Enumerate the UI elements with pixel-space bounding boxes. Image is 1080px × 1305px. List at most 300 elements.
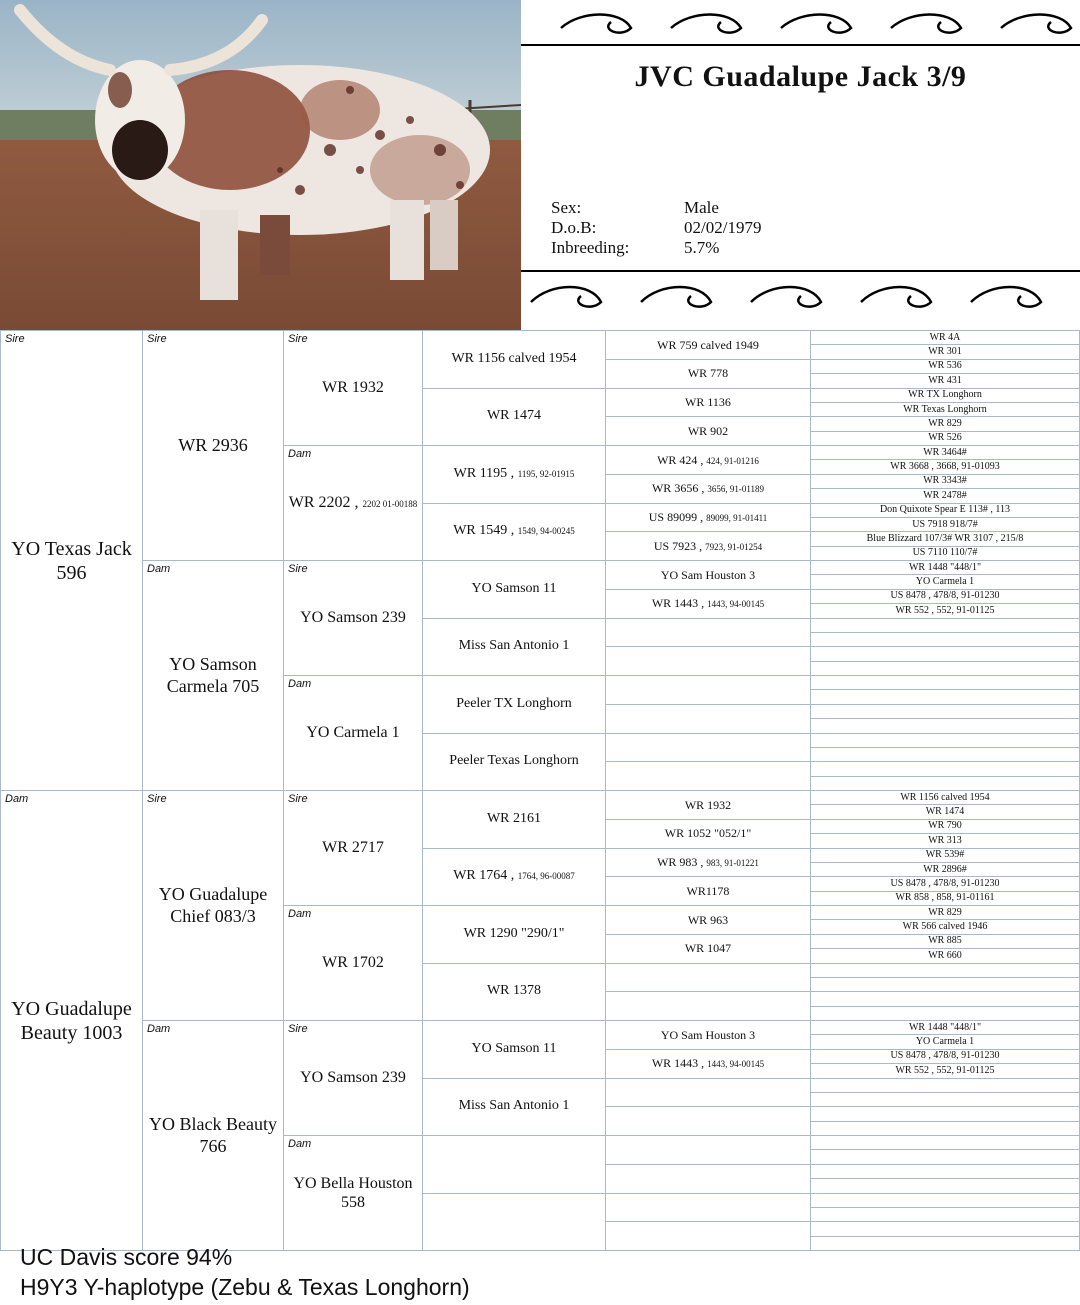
pedigree-cell-gen5 bbox=[606, 964, 811, 993]
ancestor-name-text: YO Texas Jack 596 bbox=[11, 537, 132, 584]
ancestor-name-text: WR 1448 "448/1" bbox=[908, 561, 982, 573]
ancestor-name bbox=[903, 404, 987, 416]
ancestor-name bbox=[487, 811, 541, 828]
pedigree-cell-gen3 bbox=[284, 676, 423, 791]
ancestor-name bbox=[453, 523, 575, 540]
pedigree-cell-gen6 bbox=[811, 547, 1080, 561]
ancestor-name-text: WR 313 bbox=[928, 834, 962, 846]
ancestor-name-text: WR 566 calved 1946 bbox=[902, 921, 988, 933]
pedigree-cell-gen5 bbox=[606, 992, 811, 1021]
pedigree-cell-gen4 bbox=[423, 906, 606, 964]
pedigree-cell-gen6 bbox=[811, 460, 1080, 474]
ancestor-name-text: WR 1047 bbox=[684, 941, 732, 956]
pedigree-cell-gen6 bbox=[811, 1165, 1080, 1179]
pedigree-cell-gen6 bbox=[811, 561, 1080, 575]
parent-role-label: Dam bbox=[5, 793, 29, 805]
ancestor-name-text: WR Texas Longhorn bbox=[903, 403, 987, 415]
pedigree-cell-gen5 bbox=[606, 877, 811, 906]
pedigree-cell-gen6 bbox=[811, 1035, 1080, 1049]
pedigree-cell-gen5 bbox=[606, 734, 811, 763]
ancestor-name-text: WR 1443 , bbox=[651, 596, 705, 611]
pedigree-cell-gen6 bbox=[811, 1222, 1080, 1236]
ancestor-name-text: WR 1156 calved 1954 bbox=[900, 791, 990, 803]
ancestor-name-text: WR 885 bbox=[928, 935, 962, 947]
pedigree-cell-gen6 bbox=[811, 475, 1080, 489]
pedigree-cell-gen4 bbox=[423, 734, 606, 792]
ancestor-name-text: Peeler Texas Longhorn bbox=[449, 753, 579, 769]
ancestor-name bbox=[895, 605, 994, 617]
ancestor-name bbox=[451, 351, 576, 368]
ancestor-name-text: WR TX Longhorn bbox=[908, 389, 982, 401]
pedigree-cell-gen6 bbox=[811, 1136, 1080, 1150]
ancestor-name-text: WR 552 , 552, 91-01125 bbox=[895, 604, 995, 616]
ancestor-name bbox=[306, 723, 399, 742]
registration-number: 1195, 92-01915 bbox=[517, 468, 575, 479]
ancestor-name-text: WR 3343# bbox=[923, 475, 967, 487]
ancestor-name-text: WR 3668 , 3668, 91-01093 bbox=[890, 461, 1000, 473]
pedigree-cell-gen6 bbox=[811, 417, 1080, 431]
ancestor-name-text: US 7923 , bbox=[653, 538, 703, 553]
pedigree-cell-gen6 bbox=[811, 1050, 1080, 1064]
ancestor-name-text: WR 858 , 858, 91-01161 bbox=[895, 892, 995, 904]
ancestor-name bbox=[909, 562, 981, 574]
pedigree-cell-gen5 bbox=[606, 906, 811, 935]
ancestor-name bbox=[471, 581, 556, 598]
pedigree-cell-gen6 bbox=[811, 446, 1080, 460]
ancestor-name-text: WR 790 bbox=[928, 820, 962, 832]
pedigree-cell-gen4 bbox=[423, 504, 606, 562]
ancestor-name-text: US 8478 , 478/8, 91-01230 bbox=[890, 590, 1000, 602]
ancestor-name-text: YO Samson 239 bbox=[300, 1069, 406, 1087]
ancestor-name-text: YO Samson 11 bbox=[471, 580, 557, 596]
pedigree-cell-gen6 bbox=[811, 1237, 1080, 1251]
pedigree-cell-gen6 bbox=[811, 331, 1080, 345]
ancestor-name bbox=[148, 1114, 279, 1157]
ancestor-name bbox=[652, 1056, 764, 1070]
pedigree-cell-gen5 bbox=[606, 446, 811, 475]
ancestor-name bbox=[685, 941, 731, 955]
pedigree-cell-gen6 bbox=[811, 849, 1080, 863]
pedigree-cell-gen6 bbox=[811, 920, 1080, 934]
pedigree-cell-gen4 bbox=[423, 1021, 606, 1079]
ancestor-name bbox=[657, 338, 759, 352]
ancestor-name bbox=[928, 418, 962, 430]
pedigree-cell-gen6 bbox=[811, 1021, 1080, 1035]
scroll-ornament-top bbox=[521, 0, 1080, 44]
ancestor-name bbox=[459, 638, 570, 655]
ancestor-name bbox=[657, 855, 759, 869]
pedigree-cell-gen4 bbox=[423, 446, 606, 504]
ancestor-name-text: WR 660 bbox=[928, 949, 962, 961]
ancestor-name-text: WR 759 calved 1949 bbox=[657, 337, 759, 352]
pedigree-cell-gen6 bbox=[811, 949, 1080, 963]
pedigree-cell-gen5 bbox=[606, 475, 811, 504]
ancestor-name bbox=[880, 504, 1010, 516]
pedigree-cell-gen6 bbox=[811, 676, 1080, 690]
ancestor-name-text: WR 902 bbox=[687, 423, 729, 438]
parent-role-label: Sire bbox=[147, 793, 167, 805]
pedigree-cell-gen6 bbox=[811, 719, 1080, 733]
ancestor-name-text: WR 552 , 552, 91-01125 bbox=[895, 1064, 995, 1076]
ancestor-name bbox=[928, 432, 962, 444]
ancestor-name-text: WR 1448 "448/1" bbox=[908, 1021, 982, 1033]
animal-name: JVC Guadalupe Jack 3/9 bbox=[634, 60, 967, 93]
pedigree-cell-gen4 bbox=[423, 676, 606, 734]
pedigree-cell-gen6 bbox=[811, 1079, 1080, 1093]
ancestor-name bbox=[685, 395, 731, 409]
ancestor-name-text: Peeler TX Longhorn bbox=[456, 695, 572, 711]
pedigree-cell-gen4 bbox=[423, 964, 606, 1022]
pedigree-cell-gen6 bbox=[811, 734, 1080, 748]
pedigree-cell-gen5 bbox=[606, 676, 811, 705]
ancestor-name-text: WR 1136 bbox=[685, 395, 731, 410]
parent-role-label: Sire bbox=[147, 333, 167, 345]
pedigree-cell-gen5 bbox=[606, 849, 811, 878]
pedigree-cell-gen5 bbox=[606, 762, 811, 791]
ancestor-name bbox=[928, 907, 962, 919]
animal-info bbox=[551, 198, 761, 258]
pedigree-cell-gen6 bbox=[811, 1150, 1080, 1164]
pedigree-cell-gen6 bbox=[811, 1122, 1080, 1136]
ancestor-name bbox=[923, 447, 967, 459]
ancestor-name bbox=[652, 596, 764, 610]
divider bbox=[521, 44, 1080, 46]
ancestor-name-text: WR 431 bbox=[928, 374, 962, 386]
ancestor-name bbox=[926, 806, 965, 818]
ancestor-name-text: YO Carmela 1 bbox=[306, 724, 400, 742]
ancestor-name bbox=[661, 568, 755, 582]
ancestor-name-text: WR 539# bbox=[925, 849, 965, 861]
pedigree-cell-gen3 bbox=[284, 446, 423, 561]
pedigree-cell-gen5 bbox=[606, 504, 811, 533]
pedigree-cell-gen4 bbox=[423, 1079, 606, 1137]
pedigree-cell-gen6 bbox=[811, 1179, 1080, 1193]
ancestor-name bbox=[453, 868, 575, 885]
ancestor-name bbox=[148, 435, 279, 457]
ancestor-name bbox=[928, 360, 962, 372]
pedigree-cell-gen4 bbox=[423, 389, 606, 447]
ancestor-name bbox=[661, 1028, 755, 1042]
pedigree-cell-gen6 bbox=[811, 532, 1080, 546]
ancestor-name-text: US 8478 , 478/8, 91-01230 bbox=[890, 877, 1000, 889]
ancestor-name-text: WR 3656 , bbox=[651, 481, 705, 496]
ancestor-name-text: WR 983 , bbox=[657, 855, 704, 870]
pedigree-cell-gen5 bbox=[606, 360, 811, 389]
registration-number: 2202 01-00188 bbox=[362, 499, 418, 510]
pedigree-cell-gen5 bbox=[606, 417, 811, 446]
ancestor-name bbox=[913, 547, 978, 559]
scroll-ornament-bottom bbox=[521, 272, 1080, 322]
ancestor-name bbox=[916, 1036, 974, 1048]
ancestor-name bbox=[454, 466, 575, 483]
pedigree-cell-gen5 bbox=[606, 705, 811, 734]
pedigree-cell-gen6 bbox=[811, 906, 1080, 920]
pedigree-cell-gen6 bbox=[811, 992, 1080, 1006]
pedigree-cell-gen6 bbox=[811, 360, 1080, 374]
ancestor-name bbox=[928, 950, 962, 962]
ancestor-name bbox=[300, 608, 406, 627]
ancestor-name bbox=[895, 892, 994, 904]
ancestor-name-text: Miss San Antonio 1 bbox=[458, 638, 570, 654]
ancestor-name-text: US 89099 , bbox=[648, 510, 704, 525]
pedigree-cell-gen6 bbox=[811, 820, 1080, 834]
pedigree-cell-gen4 bbox=[423, 791, 606, 849]
registration-number: 89099, 91-01411 bbox=[706, 513, 768, 524]
ancestor-name bbox=[471, 1041, 556, 1058]
pedigree-cell-gen6 bbox=[811, 489, 1080, 503]
ancestor-name-text: WR 1549 , bbox=[453, 523, 515, 539]
pedigree-cell-gen6 bbox=[811, 762, 1080, 776]
ancestor-name bbox=[657, 453, 759, 467]
ancestor-name bbox=[665, 826, 751, 840]
ancestor-name bbox=[459, 1098, 570, 1115]
pedigree-cell-gen6 bbox=[811, 978, 1080, 992]
ancestor-name bbox=[928, 935, 962, 947]
registration-number: 983, 91-01221 bbox=[706, 858, 759, 869]
ancestor-name-text: WR 1443 , bbox=[651, 1056, 705, 1071]
ancestor-name-text: YO Samson 11 bbox=[471, 1040, 557, 1056]
ancestor-name bbox=[654, 539, 762, 553]
ancestor-name-text: WR 2936 bbox=[178, 434, 248, 455]
pedigree-cell-gen5 bbox=[606, 590, 811, 619]
ancestor-name bbox=[923, 475, 967, 487]
pedigree-cell-gen3 bbox=[284, 561, 423, 676]
registration-number: 1764, 96-00087 bbox=[517, 871, 575, 882]
ancestor-name-text: WR 2717 bbox=[322, 839, 384, 857]
ancestor-name bbox=[928, 375, 962, 387]
ancestor-name bbox=[891, 1050, 1000, 1062]
pedigree-cell-gen6 bbox=[811, 705, 1080, 719]
ancestor-name-text: WR 778 bbox=[687, 366, 729, 381]
parent-role-label: Dam bbox=[288, 678, 312, 690]
ancestor-name bbox=[916, 576, 974, 588]
pedigree-cell-gen5 bbox=[606, 1107, 811, 1136]
pedigree-cell-gen4 bbox=[423, 849, 606, 907]
ancestor-name bbox=[891, 590, 1000, 602]
pedigree-cell-gen6 bbox=[811, 877, 1080, 891]
pedigree-cell-gen5 bbox=[606, 532, 811, 561]
ancestor-name bbox=[464, 926, 565, 943]
ancestor-name bbox=[685, 798, 731, 812]
ancestor-name-text: WR 2202 , bbox=[288, 494, 359, 512]
pedigree-cell-gen6 bbox=[811, 575, 1080, 589]
ancestor-name bbox=[687, 884, 730, 898]
ancestor-name bbox=[449, 753, 578, 770]
ancestor-name-text: WR 963 bbox=[687, 912, 729, 927]
pedigree-cell-gen2 bbox=[143, 1021, 284, 1251]
pedigree-cell-gen4 bbox=[423, 1136, 606, 1194]
pedigree-cell-gen4 bbox=[423, 561, 606, 619]
ancestor-name bbox=[688, 424, 728, 438]
ancestor-name-text: YO Bella Houston 558 bbox=[293, 1174, 413, 1211]
ancestor-name-text: WR 536 bbox=[928, 360, 962, 372]
ancestor-name bbox=[322, 953, 384, 972]
ancestor-name-text: YO Carmela 1 bbox=[915, 576, 975, 588]
ancestor-name bbox=[912, 519, 978, 531]
ancestor-name bbox=[6, 537, 138, 585]
ancestor-name-text: Don Quixote Spear E 113# , 113 bbox=[879, 504, 1011, 516]
ancestor-name bbox=[895, 1065, 994, 1077]
ancestor-name bbox=[890, 461, 999, 473]
pedigree-cell-gen3 bbox=[284, 791, 423, 906]
ancestor-name-text: WR 1378 bbox=[486, 983, 542, 999]
pedigree-cell-gen5 bbox=[606, 1222, 811, 1251]
ancestor-name bbox=[928, 346, 962, 358]
parent-role-label: Dam bbox=[288, 448, 312, 460]
pedigree-cell-gen6 bbox=[811, 690, 1080, 704]
ancestor-name-text: WR 526 bbox=[928, 432, 962, 444]
pedigree-cell-gen5 bbox=[606, 1165, 811, 1194]
ancestor-name bbox=[923, 864, 967, 876]
ancestor-name-text: YO Black Beauty 766 bbox=[149, 1113, 277, 1156]
ancestor-name-text: YO Guadalupe Beauty 1003 bbox=[11, 997, 132, 1044]
pedigree-cell-gen6 bbox=[811, 1093, 1080, 1107]
pedigree-cell-gen3 bbox=[284, 1136, 423, 1251]
pedigree-cell-gen6 bbox=[811, 403, 1080, 417]
pedigree-cell-gen6 bbox=[811, 604, 1080, 618]
pedigree-cell-gen6 bbox=[811, 432, 1080, 446]
ancestor-name bbox=[928, 835, 962, 847]
pedigree-cell-gen6 bbox=[811, 834, 1080, 848]
ancestor-name bbox=[903, 921, 988, 933]
ancestor-name bbox=[322, 378, 384, 397]
parent-role-label: Sire bbox=[288, 333, 308, 345]
ancestor-name bbox=[300, 1068, 406, 1087]
registration-number: 1549, 94-00245 bbox=[517, 526, 575, 537]
dob-value: 02/02/1979 bbox=[684, 218, 762, 237]
sex-label: Sex: bbox=[551, 198, 582, 217]
pedigree-cell-gen5 bbox=[606, 1136, 811, 1165]
ancestor-name bbox=[289, 493, 418, 512]
ancestor-name-text: WR 1052 "052/1" bbox=[664, 826, 752, 841]
pedigree-cell-gen6 bbox=[811, 892, 1080, 906]
pedigree-cell-gen6 bbox=[811, 935, 1080, 949]
pedigree-cell-gen3 bbox=[284, 1021, 423, 1136]
ancestor-name bbox=[649, 510, 768, 524]
pedigree-cell-gen6 bbox=[811, 1194, 1080, 1208]
pedigree-cell-gen5 bbox=[606, 619, 811, 648]
pedigree-cell-gen3 bbox=[284, 906, 423, 1021]
ancestor-name-text: WR 1932 bbox=[684, 797, 732, 812]
pedigree-cell-gen6 bbox=[811, 518, 1080, 532]
pedigree-cell-gen1 bbox=[1, 331, 143, 791]
pedigree-cell-gen5 bbox=[606, 331, 811, 360]
ancestor-name-text: YO Samson 239 bbox=[300, 609, 406, 627]
inbreeding-value: 5.7% bbox=[684, 238, 720, 257]
ancestor-name bbox=[148, 884, 279, 927]
ancestor-name-text: WR 1474 bbox=[486, 408, 542, 424]
ancestor-name-text: YO Sam Houston 3 bbox=[660, 567, 756, 582]
pedigree-cell-gen6 bbox=[811, 1064, 1080, 1078]
pedigree-cell-gen3 bbox=[284, 331, 423, 446]
inbreeding-label: Inbreeding: bbox=[551, 238, 630, 257]
ancestor-name bbox=[891, 878, 1000, 890]
ancestor-name bbox=[284, 1174, 422, 1212]
ancestor-name-text: WR 3464# bbox=[923, 446, 967, 458]
pedigree-cell-gen2 bbox=[143, 791, 284, 1021]
pedigree-cell-gen6 bbox=[811, 590, 1080, 604]
ancestor-name-text: WR 1156 calved 1954 bbox=[451, 350, 577, 366]
pedigree-cell-gen5 bbox=[606, 1079, 811, 1108]
ancestor-name-text: WR 1702 bbox=[322, 954, 384, 972]
ancestor-name bbox=[928, 820, 962, 832]
ancestor-name bbox=[456, 696, 572, 713]
pedigree-cell-gen5 bbox=[606, 935, 811, 964]
bull-photo bbox=[0, 0, 521, 330]
registration-number: 1443, 94-00145 bbox=[707, 1059, 765, 1070]
ancestor-name bbox=[688, 913, 728, 927]
pedigree-cell-gen5 bbox=[606, 1050, 811, 1079]
pedigree-cell-gen6 bbox=[811, 374, 1080, 388]
pedigree-cell-gen6 bbox=[811, 647, 1080, 661]
parent-role-label: Sire bbox=[288, 1023, 308, 1035]
pedigree-cell-gen6 bbox=[811, 964, 1080, 978]
ancestor-name-text: YO Guadalupe Chief 083/3 bbox=[158, 883, 268, 926]
ancestor-name bbox=[926, 849, 965, 861]
ancestor-name-text: WR 2161 bbox=[486, 810, 542, 826]
pedigree-cell-gen6 bbox=[811, 619, 1080, 633]
pedigree-cell-gen6 bbox=[811, 863, 1080, 877]
pedigree-header bbox=[521, 0, 1080, 330]
ancestor-name bbox=[487, 408, 541, 425]
ancestor-name-text: US 8478 , 478/8, 91-01230 bbox=[890, 1050, 1000, 1062]
ancestor-name-text: YO Carmela 1 bbox=[915, 1036, 975, 1048]
pedigree-cell-gen6 bbox=[811, 1107, 1080, 1121]
ancestor-name-text: WR1178 bbox=[686, 883, 730, 898]
ancestor-name-text: WR 2478# bbox=[923, 489, 967, 501]
ancestor-name bbox=[923, 490, 967, 502]
ancestor-name bbox=[867, 533, 1024, 545]
ancestor-name-text: WR 4A bbox=[929, 331, 961, 343]
dob-label: D.o.B: bbox=[551, 218, 597, 237]
ancestor-name bbox=[652, 481, 764, 495]
pedigree-cell-gen6 bbox=[811, 633, 1080, 647]
pedigree-cell-gen4 bbox=[423, 331, 606, 389]
ancestor-name bbox=[148, 654, 279, 697]
pedigree-cell-gen5 bbox=[606, 561, 811, 590]
pedigree-chart bbox=[0, 330, 1080, 1251]
ancestor-name-text: WR 1764 , bbox=[453, 868, 515, 884]
pedigree-cell-gen5 bbox=[606, 647, 811, 676]
parent-role-label: Dam bbox=[288, 1138, 312, 1150]
ancestor-name-text: WR 1195 , bbox=[453, 465, 515, 481]
y-haplotype: H9Y3 Y-haplotype (Zebu & Texas Longhorn) bbox=[20, 1274, 470, 1300]
parent-role-label: Sire bbox=[288, 563, 308, 575]
pedigree-cell-gen5 bbox=[606, 1021, 811, 1050]
ancestor-name-text: US 7110 110/7# bbox=[912, 547, 978, 559]
pedigree-cell-gen5 bbox=[606, 389, 811, 418]
ancestor-name bbox=[909, 1022, 981, 1034]
ancestor-name-text: Blue Blizzard 107/3# WR 3107 , 215/8 bbox=[866, 532, 1024, 544]
ancestor-name-text: WR 1474 bbox=[925, 806, 965, 818]
registration-number: 3656, 91-01189 bbox=[707, 484, 764, 495]
ancestor-name bbox=[487, 983, 541, 1000]
sex-value: Male bbox=[684, 198, 719, 217]
parent-role-label: Sire bbox=[5, 333, 25, 345]
ancestor-name bbox=[900, 792, 989, 804]
pedigree-cell-gen6 bbox=[811, 504, 1080, 518]
bull-photo-image bbox=[0, 0, 521, 330]
pedigree-cell-gen4 bbox=[423, 619, 606, 677]
ancestor-name-text: WR 1290 "290/1" bbox=[463, 925, 565, 941]
ancestor-name bbox=[908, 389, 982, 401]
ancestor-name bbox=[322, 838, 384, 857]
pedigree-cell-gen1 bbox=[1, 791, 143, 1251]
ancestor-name bbox=[688, 366, 728, 380]
ancestor-name-text: WR 829 bbox=[928, 417, 962, 429]
ancestor-name-text: WR 829 bbox=[928, 906, 962, 918]
ancestor-name bbox=[930, 332, 961, 344]
